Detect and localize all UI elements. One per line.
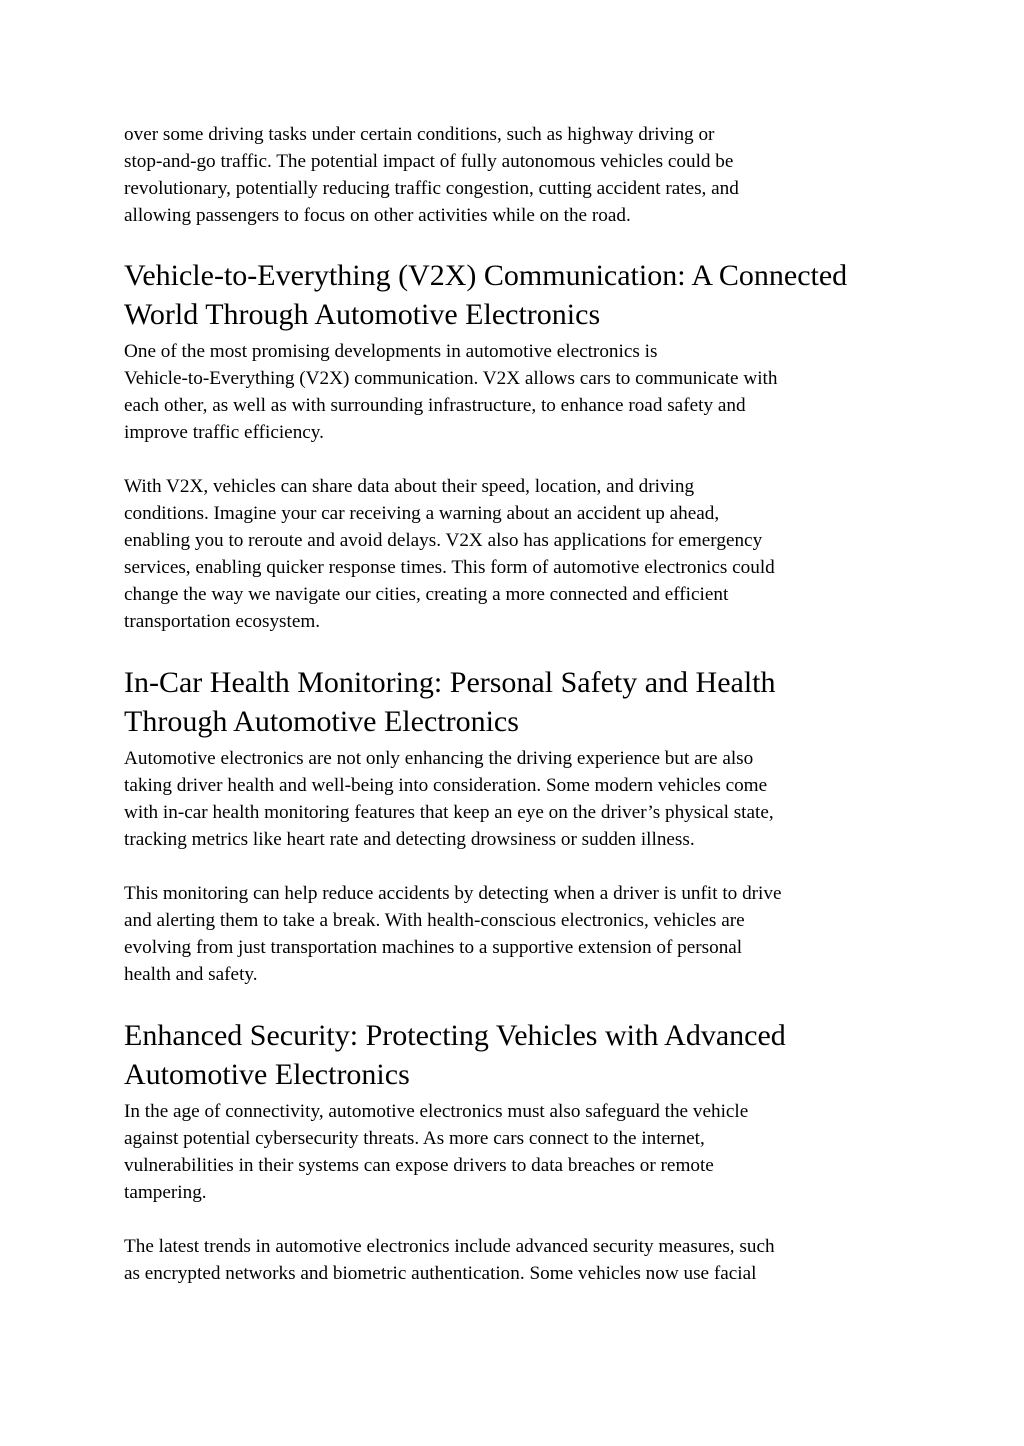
section-paragraph: One of the most promising developments in automotive electronics is Vehicle-to-Everything (V2X) communication. V2X allows cars to communicate with each other, as well as with surrounding infrastructure, to enhance road safety and improve traffic efficiency. [124,341,778,443]
section-paragraph: With V2X, vehicles can share data about their speed, location, and driving conditions. Imagine your car receiving a warning about an accident up ahead, enabling you to reroute and avoid delays. V2X also has applications for emergency services, enabling quicker response times. This form of automotive electronics could change the way we navigate our cities, creating a more connected and efficient transportation ecosystem. [124,476,775,632]
section-paragraph: In the age of connectivity, automotive electronics must also safeguard the vehicle against potential cybersecurity threats. As more cars connect to the internet, vulnerabilities in their systems can expose drivers to data breaches or remote tampering. [124,1101,749,1203]
section-paragraph: Automotive electronics are not only enhancing the driving experience but are also taking driver health and well-being into consideration. Some modern vehicles come with in-car health monitoring features that keep an eye on the driver’s physical state, tracking metrics like heart rate and detecting drowsiness or sudden illness. [124,748,774,850]
section-heading: Enhanced Security: Protecting Vehicles with Advanced Automotive Electronics [124,1019,786,1091]
intro-paragraph: over some driving tasks under certain conditions, such as highway driving or stop-and-go traffic. The potential impact of fully autonomous vehicles could be revolutionary, potentially reducing traffic congestion, cutting accident rates, and allowing passengers to focus on other activities while on the road. [124,124,739,226]
document-page [124,121,914,1316]
section-health-monitoring [124,664,914,988]
section-heading: Vehicle-to-Everything (V2X) Communication: A Connected World Through Automotive Electronics [124,259,848,331]
section-paragraph: This monitoring can help reduce accidents by detecting when a driver is unfit to drive and alerting them to take a break. With health-conscious electronics, vehicles are evolving from just transportation machines to a supportive extension of personal health and safety. [124,883,782,985]
section-enhanced-security [124,1017,914,1287]
section-v2x [124,257,914,635]
section-paragraph: The latest trends in automotive electronics include advanced security measures, such as encrypted networks and biometric authentication. Some vehicles now use facial [124,1236,775,1284]
section-heading: In-Car Health Monitoring: Personal Safety and Health Through Automotive Electronics [124,666,776,738]
